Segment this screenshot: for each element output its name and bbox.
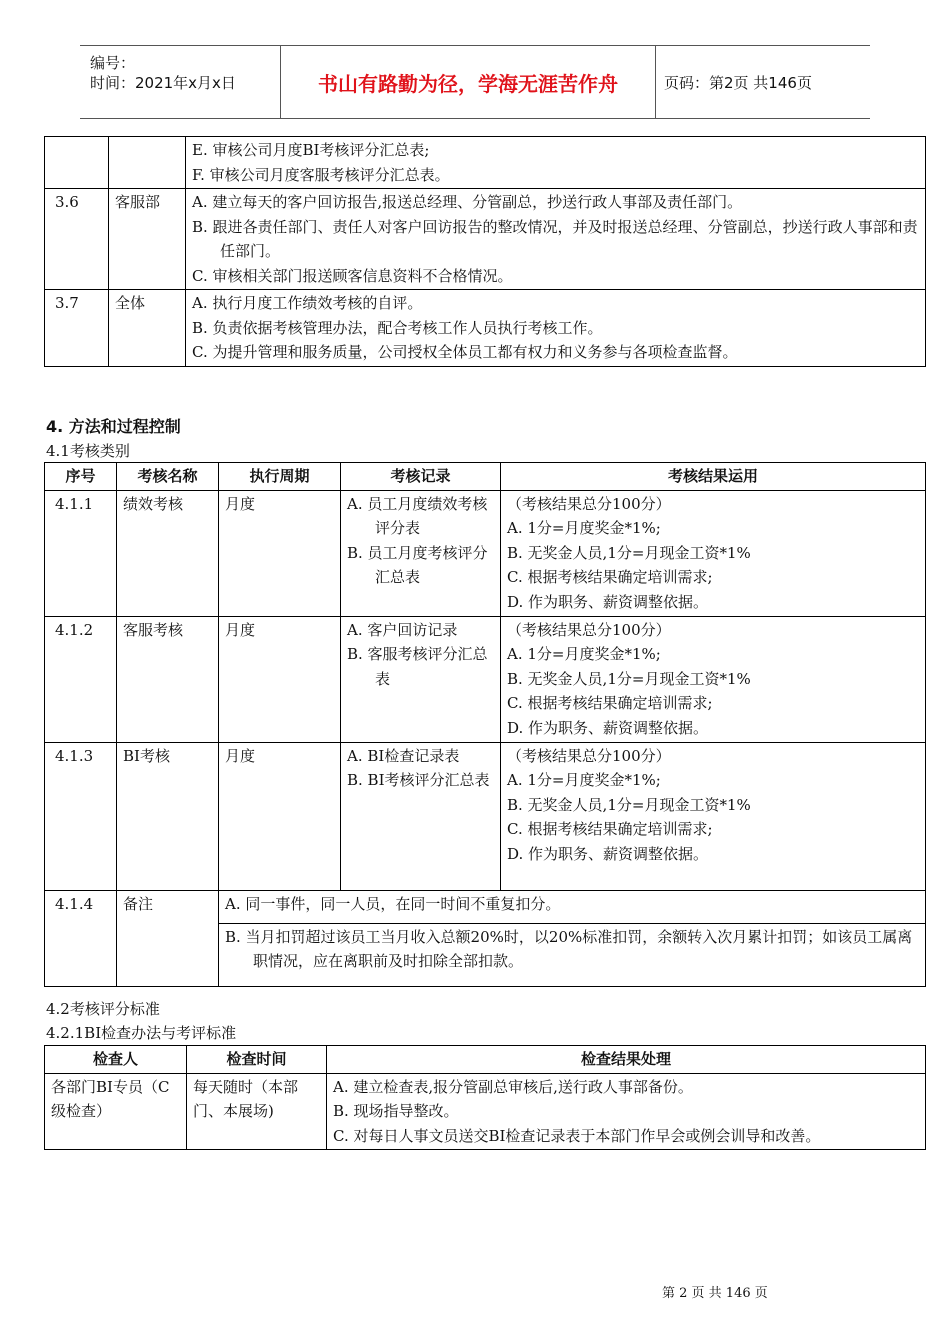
list-item: A. 1分=月度奖金*1%;	[507, 771, 661, 789]
table-cell-no: 4.1.2	[45, 616, 117, 742]
column-header: 执行周期	[219, 463, 341, 491]
table-cell-items	[327, 1073, 926, 1150]
table-cell-no: 3.7	[45, 290, 109, 367]
table-cell-usage	[501, 742, 926, 890]
table-cell-no: 3.6	[45, 189, 109, 290]
list-item: C. 对每日人事文员送交BI检查记录表于本部门作早会或例会训导和改善。	[333, 1126, 821, 1145]
list-item: B. 客服考核评分汇总表	[347, 645, 488, 688]
table-cell-items	[186, 290, 926, 367]
table-cell-records	[341, 490, 501, 616]
table-cell-name: 备注	[117, 890, 219, 986]
time-label: 时间：2021年x月x日	[90, 74, 236, 92]
column-header: 检查时间	[187, 1046, 327, 1074]
list-item: C. 根据考核结果确定培训需求;	[507, 568, 713, 586]
list-item: A. 执行月度工作绩效考核的自评。	[192, 294, 423, 312]
table-cell-no: 4.1.1	[45, 490, 117, 616]
list-item: A. 员工月度绩效考核评分表	[347, 494, 488, 537]
list-item: （考核结果总分100分）	[507, 620, 671, 639]
list-item: A. 同一事件，同一人员，在同一时间不重复扣分。	[225, 894, 561, 913]
list-item: B. 无奖金人员,1分=月现金工资*1%	[507, 669, 751, 688]
table-row	[45, 490, 926, 616]
list-item: B. 负责依据考核管理办法，配合考核工作人员执行考核工作。	[192, 318, 603, 337]
list-item: （考核结果总分100分）	[507, 746, 671, 765]
list-item: B. 现场指导整改。	[333, 1102, 459, 1120]
table-cell-name: 绩效考核	[117, 490, 219, 616]
list-item: B. BI考核评分汇总表	[347, 771, 490, 789]
table-cell-no: 4.1.3	[45, 742, 117, 890]
table-cell-no	[45, 137, 109, 189]
list-item: B. 跟进各责任部门、责任人对客户回访报告的整改情况，并及时报送总经理、分管副总，抄送行政人事部和责任部门。	[192, 217, 918, 260]
table-row-note	[45, 890, 926, 923]
list-item: D. 作为职务、薪资调整依据。	[507, 592, 709, 611]
number-label: 编号：	[90, 54, 136, 72]
table-row	[45, 137, 926, 189]
note-item-b	[219, 923, 926, 986]
list-item: A. 建立每天的客户回访报告,报送总经理、分管副总，抄送行政人事部及责任部门。	[192, 193, 743, 211]
list-item: A. 1分=月度奖金*1%;	[507, 645, 661, 663]
table-cell-items	[186, 189, 926, 290]
table-cell-usage	[501, 616, 926, 742]
header-meta	[80, 46, 280, 118]
table-cell-cycle: 月度	[219, 616, 341, 742]
column-header: 序号	[45, 463, 117, 491]
list-item: C. 根据考核结果确定培训需求;	[507, 820, 713, 838]
table-row	[45, 1073, 926, 1150]
header-page-label: 页码：第2页 共146页	[664, 73, 812, 92]
table-cell-records	[341, 742, 501, 890]
table-cell-records	[341, 616, 501, 742]
section-4-2-heading: 4.2考核评分标准	[46, 1000, 160, 1018]
list-item: A. 建立检查表,报分管副总审核后,送行政人事部备份。	[333, 1077, 693, 1096]
table-cell-name: 客服考核	[117, 616, 219, 742]
table-cell-dept	[109, 137, 186, 189]
table-header-row	[45, 1046, 926, 1074]
column-header: 检查结果处理	[327, 1046, 926, 1074]
table-cell-items	[186, 137, 926, 189]
list-item: C. 为提升管理和服务质量，公司授权全体员工都有权力和义务参与各项检查监督。	[192, 343, 738, 361]
table-cell-cycle: 月度	[219, 742, 341, 890]
page-header	[80, 45, 870, 119]
bi-inspection-table	[44, 1045, 926, 1150]
list-item: C. 根据考核结果确定培训需求;	[507, 694, 713, 712]
table-cell-usage	[501, 490, 926, 616]
list-item: B. 无奖金人员,1分=月现金工资*1%	[507, 795, 751, 814]
list-item: D. 作为职务、薪资调整依据。	[507, 718, 709, 737]
section-4-2-1-heading: 4.2.1BI检查办法与考评标准	[46, 1024, 237, 1042]
column-header: 检查人	[45, 1046, 187, 1074]
column-header: 考核结果运用	[501, 463, 926, 491]
table-cell-name: BI考核	[117, 742, 219, 890]
list-item: A. 客户回访记录	[347, 620, 458, 639]
list-item: A. BI检查记录表	[347, 746, 460, 765]
assessment-category-table	[44, 462, 926, 987]
list-item: B. 当月扣罚超过该员工当月收入总额20%时，以20%标准扣罚，余额转入次月累计扣罚；如该员工属离职情况，应在离职前及时扣除全部扣款。	[225, 927, 913, 970]
table-header-row	[45, 463, 926, 491]
table-cell-cycle: 月度	[219, 490, 341, 616]
list-item: E. 审核公司月度BI考核评分汇总表;	[192, 141, 430, 159]
table-cell-time: 每天随时（本部门、本展场)	[187, 1073, 327, 1150]
table-cell-dept: 客服部	[109, 189, 186, 290]
table-cell-no: 4.1.4	[45, 890, 117, 986]
list-item: F. 审核公司月度客服考核评分汇总表。	[192, 165, 450, 184]
table-cell-dept: 全体	[109, 290, 186, 367]
section-4-heading: 4. 方法和过程控制	[46, 417, 181, 436]
list-item: B. 无奖金人员,1分=月现金工资*1%	[507, 543, 751, 562]
list-item: B. 员工月度考核评分汇总表	[347, 543, 488, 586]
note-item-a	[219, 890, 926, 923]
column-header: 考核名称	[117, 463, 219, 491]
page-footer: 第 2 页 共 146 页	[662, 1286, 768, 1301]
list-item: D. 作为职务、薪资调整依据。	[507, 844, 709, 863]
section-4-1-heading: 4.1考核类别	[46, 442, 130, 460]
responsibility-table	[44, 136, 926, 367]
list-item: A. 1分=月度奖金*1%;	[507, 519, 661, 537]
list-item: C. 审核相关部门报送顾客信息资料不合格情况。	[192, 266, 513, 285]
header-motto: 书山有路勤为径，学海无涯苦作舟	[280, 46, 656, 118]
column-header: 考核记录	[341, 463, 501, 491]
table-row	[45, 616, 926, 742]
table-row	[45, 742, 926, 890]
table-row	[45, 189, 926, 290]
list-item: （考核结果总分100分）	[507, 494, 671, 513]
table-cell-inspector: 各部门BI专员（C级检查）	[45, 1073, 187, 1150]
table-row	[45, 290, 926, 367]
